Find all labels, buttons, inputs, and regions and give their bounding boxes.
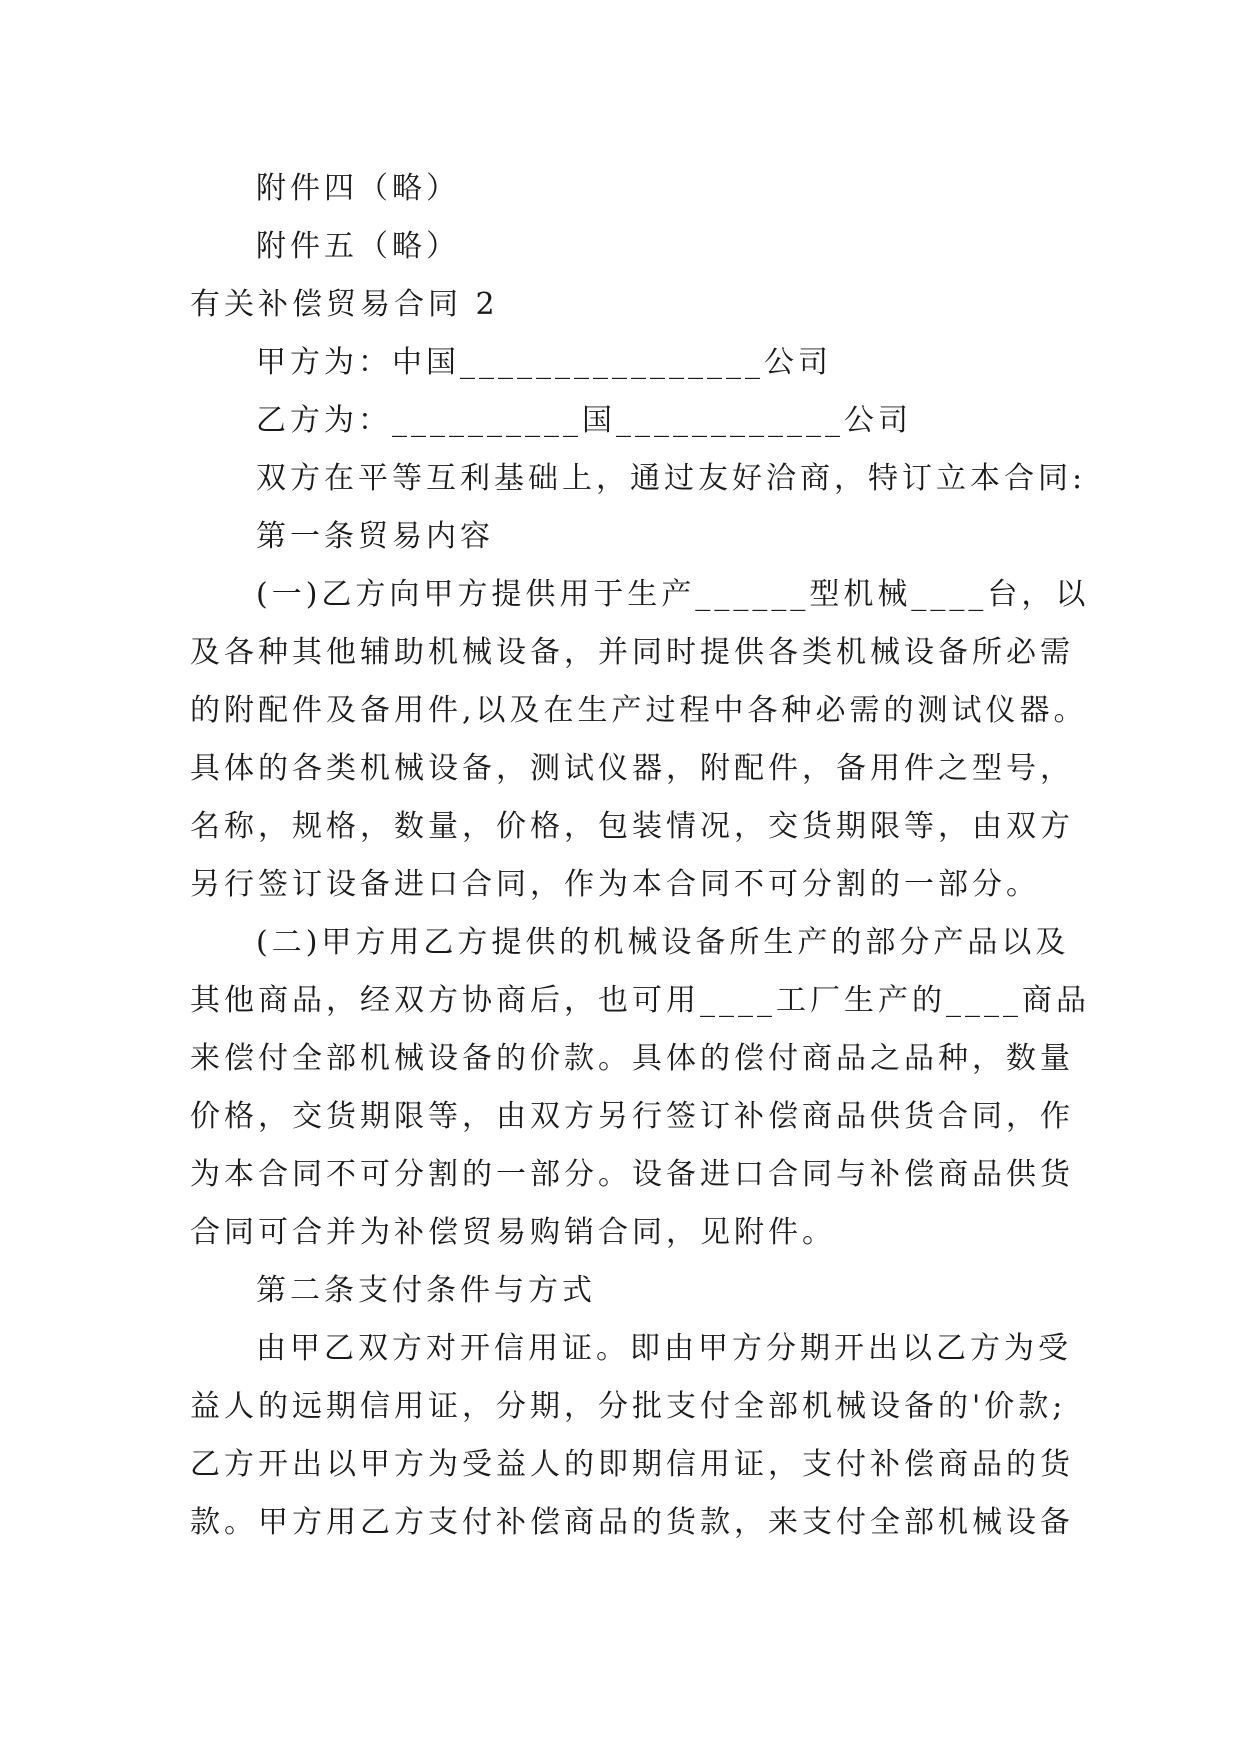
article-2-heading: 第二条支付条件与方式: [256, 1273, 596, 1308]
article-1-clause-2-line: 价格，交货期限等，由双方另行签订补偿商品供货合同，作: [190, 1099, 1074, 1134]
article-1-clause-2-line: 合同可合并为补偿贸易购销合同，见附件。: [190, 1215, 836, 1250]
article-1-clause-1-line: 具体的各类机械设备，测试仪器，附配件，备用件之型号，: [190, 751, 1074, 786]
attachment-5-line: 附件五（略）: [256, 229, 460, 264]
attachment-4-line: 附件四（略）: [256, 171, 460, 206]
article-1-clause-1-line: 的附配件及备用件,以及在生产过程中各种必需的测试仪器。: [190, 693, 1088, 728]
article-1-clause-2-line: 为本合同不可分割的一部分。设备进口合同与补偿商品供货: [190, 1157, 1074, 1192]
article-1-clause-2-line: 来偿付全部机械设备的价款。具体的偿付商品之品种，数量: [190, 1041, 1074, 1076]
article-1-clause-1-line: 及各种其他辅助机械设备，并同时提供各类机械设备所必需: [190, 635, 1074, 670]
article-1-clause-1-line: (一)乙方向甲方提供用于生产______型机械____台，以: [256, 577, 1090, 612]
preamble-line: 双方在平等互利基础上，通过友好洽商，特订立本合同:: [256, 461, 1087, 496]
party-a-line: 甲方为：中国________________公司: [256, 345, 832, 380]
document-body: [190, 160, 1090, 1552]
party-b-line: 乙方为：__________国____________公司: [256, 403, 912, 438]
article-1-clause-1-line: 另行签订设备进口合同，作为本合同不可分割的一部分。: [190, 867, 1040, 902]
article-1-heading: 第一条贸易内容: [256, 519, 494, 554]
article-1-clause-2-line: 其他商品，经双方协商后，也可用____工厂生产的____商品: [190, 983, 1090, 1018]
article-2-body-line: 益人的远期信用证，分期，分批支付全部机械设备的'价款;: [190, 1389, 1067, 1424]
article-1-clause-2-line: (二)甲方用乙方提供的机械设备所生产的部分产品以及: [256, 925, 1070, 960]
contract-title: 有关补偿贸易合同 2: [190, 287, 499, 322]
article-2-body-line: 由甲乙双方对开信用证。即由甲方分期开出以乙方为受: [256, 1331, 1072, 1366]
article-1-clause-1-line: 名称，规格，数量，价格，包装情况，交货期限等，由双方: [190, 809, 1074, 844]
article-2-body-line: 乙方开出以甲方为受益人的即期信用证，支付补偿商品的货: [190, 1447, 1074, 1482]
article-2-body-line: 款。甲方用乙方支付补偿商品的货款，来支付全部机械设备: [190, 1505, 1074, 1540]
